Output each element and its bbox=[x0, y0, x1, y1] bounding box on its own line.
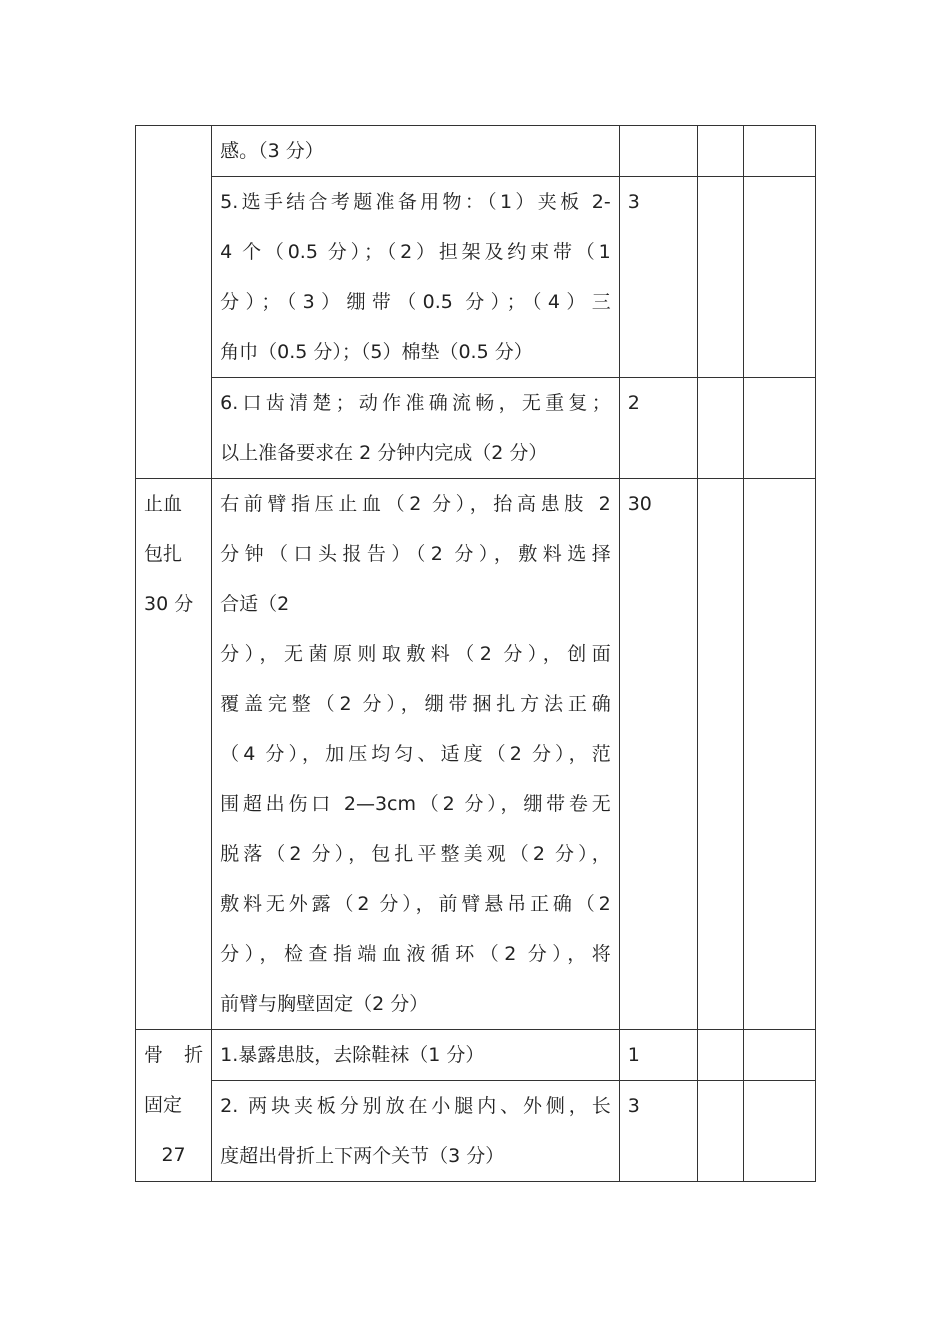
category-line: 固定 bbox=[144, 1094, 183, 1116]
blank-cell bbox=[697, 126, 743, 177]
blank-cell bbox=[743, 479, 815, 1030]
table-row bbox=[136, 1030, 816, 1081]
content-line: 感。（3 分） bbox=[220, 140, 324, 162]
content-line: 分），检查指端血液循环（2 分），将 bbox=[220, 943, 611, 965]
content-line: 分），无菌原则取敷料（2 分），创面 bbox=[220, 643, 611, 665]
blank-cell bbox=[743, 126, 815, 177]
content-line: 度超出骨折上下两个关节（3 分） bbox=[220, 1145, 505, 1167]
content-cell bbox=[212, 378, 620, 479]
category-line: 27 bbox=[161, 1144, 186, 1166]
blank-cell bbox=[697, 177, 743, 378]
content-line: 1.暴露患肢，去除鞋袜（1 分） bbox=[220, 1044, 485, 1066]
content-line: 右前臂指压止血（2 分），抬高患肢 2 bbox=[220, 493, 611, 515]
category-line: 止血 bbox=[144, 493, 183, 515]
category-line bbox=[144, 1030, 203, 1080]
blank-cell bbox=[743, 1030, 815, 1081]
content-line: 围超出伤口 2—3cm（2 分），绷带卷无 bbox=[220, 793, 611, 815]
score-cell: 2 bbox=[619, 378, 697, 479]
blank-cell bbox=[743, 1081, 815, 1182]
content-line: 6.口齿清楚；动作准确流畅，无重复； bbox=[220, 392, 611, 414]
table-row bbox=[136, 479, 816, 1030]
category-line: 30 分 bbox=[144, 593, 194, 615]
blank-cell bbox=[743, 177, 815, 378]
blank-cell bbox=[743, 378, 815, 479]
score-cell: 3 bbox=[619, 177, 697, 378]
content-line: 分钟（口头报告）（2 分），敷料选择 bbox=[220, 543, 611, 565]
score-cell: 3 bbox=[619, 1081, 697, 1182]
content-line: 角巾（0.5 分）；（5）棉垫（0.5 分） bbox=[220, 341, 533, 363]
score-cell: 1 bbox=[619, 1030, 697, 1081]
content-cell bbox=[212, 479, 620, 1030]
table-row bbox=[136, 126, 816, 177]
content-cell bbox=[212, 177, 620, 378]
content-line: 5.选手结合考题准备用物：（1）夹板 2- bbox=[220, 191, 611, 213]
content-line: 前臂与胸壁固定（2 分） bbox=[220, 993, 429, 1015]
category-line: 包扎 bbox=[144, 543, 183, 565]
category-char: 折 bbox=[184, 1044, 204, 1066]
blank-cell bbox=[697, 378, 743, 479]
content-line: 敷料无外露（2 分），前臂悬吊正确（2 bbox=[220, 893, 611, 915]
category-cell-empty bbox=[136, 126, 212, 479]
content-line: 合适（2 bbox=[220, 593, 290, 615]
content-line: 脱落（2 分），包扎平整美观（2 分）， bbox=[220, 843, 611, 865]
content-line: （4 分），加压均匀、适度（2 分），范 bbox=[220, 743, 611, 765]
blank-cell bbox=[697, 479, 743, 1030]
content-line: 覆盖完整（2 分），绷带捆扎方法正确 bbox=[220, 693, 611, 715]
content-cell bbox=[212, 126, 620, 177]
content-cell bbox=[212, 1030, 620, 1081]
table-row bbox=[136, 378, 816, 479]
table-row bbox=[136, 1081, 816, 1182]
score-cell bbox=[619, 126, 697, 177]
content-line: 2. 两块夹板分别放在小腿内、外侧，长 bbox=[220, 1095, 611, 1117]
category-char: 骨 bbox=[144, 1044, 164, 1066]
blank-cell bbox=[697, 1030, 743, 1081]
score-cell: 30 bbox=[619, 479, 697, 1030]
content-cell bbox=[212, 1081, 620, 1182]
scoring-table bbox=[135, 125, 816, 1182]
category-cell-fracture bbox=[136, 1030, 212, 1182]
blank-cell bbox=[697, 1081, 743, 1182]
content-line: 分）；（3）绷带（0.5 分）；（4）三 bbox=[220, 291, 611, 313]
table-row bbox=[136, 177, 816, 378]
category-cell-hemostasis bbox=[136, 479, 212, 1030]
content-line: 4 个（0.5 分）；（2）担架及约束带（1 bbox=[220, 241, 611, 263]
content-line: 以上准备要求在 2 分钟内完成（2 分） bbox=[220, 442, 548, 464]
